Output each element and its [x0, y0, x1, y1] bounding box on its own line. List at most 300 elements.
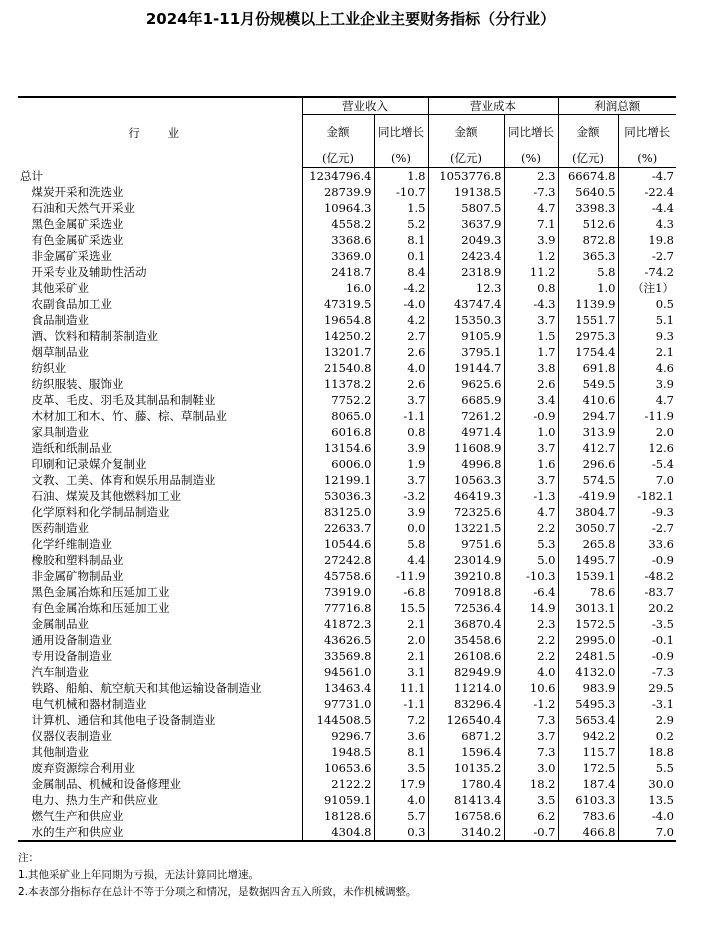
- cost-amount-cell: 23014.9: [428, 552, 504, 568]
- cost-amount-cell: 9105.9: [428, 328, 504, 344]
- profit-yoy-cell: -7.3: [618, 664, 676, 680]
- cost-amount-cell: 4971.4: [428, 424, 504, 440]
- profit-amount-cell: 574.5: [558, 472, 618, 488]
- revenue-amount-cell: 13154.6: [302, 440, 374, 456]
- revenue-amount-cell: 3369.0: [302, 248, 374, 264]
- profit-yoy-cell: 13.5: [618, 792, 676, 808]
- industry-name-cell: 黑色金属矿采选业: [20, 217, 124, 231]
- profit-yoy-cell: -5.4: [618, 456, 676, 472]
- industry-name-cell: 印刷和记录媒介复制业: [20, 457, 147, 471]
- revenue-amount-cell: 27242.8: [302, 552, 374, 568]
- profit-amount-cell: 1572.5: [558, 616, 618, 632]
- cost-amount-cell: 11214.0: [428, 680, 504, 696]
- profit-yoy-cell: 20.2: [618, 600, 676, 616]
- cost-amount-cell: 12.3: [428, 280, 504, 296]
- revenue-yoy-cell: 0.8: [374, 424, 428, 440]
- profit-yoy-cell: -83.7: [618, 584, 676, 600]
- cost-yoy-cell: 3.7: [504, 728, 558, 744]
- cost-amount-cell: 35458.6: [428, 632, 504, 648]
- profit-amount-cell: 172.5: [558, 760, 618, 776]
- table-row: [18, 424, 676, 440]
- cost-yoy-cell: -6.4: [504, 584, 558, 600]
- table-row: [18, 184, 676, 200]
- cost-yoy-cell: -1.3: [504, 488, 558, 504]
- revenue-yoy-cell: 3.7: [374, 472, 428, 488]
- table-row: [18, 392, 676, 408]
- profit-amount-cell: 3013.1: [558, 600, 618, 616]
- cost-yoy-cell: -1.2: [504, 696, 558, 712]
- revenue-amount-unit: (亿元): [302, 149, 374, 168]
- revenue-yoy-cell: 7.2: [374, 712, 428, 728]
- table-row: [18, 216, 676, 232]
- table-row: [18, 168, 676, 185]
- profit-amount-cell: 265.8: [558, 536, 618, 552]
- revenue-amount-cell: 7752.2: [302, 392, 374, 408]
- revenue-amount-cell: 2122.2: [302, 776, 374, 792]
- table-row: [18, 776, 676, 792]
- revenue-amount-cell: 8065.0: [302, 408, 374, 424]
- profit-amount-cell: 983.9: [558, 680, 618, 696]
- revenue-amount-cell: 97731.0: [302, 696, 374, 712]
- profit-amount-cell: 1754.4: [558, 344, 618, 360]
- table-row: [18, 472, 676, 488]
- revenue-yoy-cell: 17.9: [374, 776, 428, 792]
- cost-yoy-cell: 3.8: [504, 360, 558, 376]
- cost-amount-header: 金额: [428, 115, 504, 150]
- notes-section: [18, 850, 688, 901]
- profit-yoy-cell: 0.5: [618, 296, 676, 312]
- revenue-amount-cell: 13201.7: [302, 344, 374, 360]
- profit-yoy-cell: 33.6: [618, 536, 676, 552]
- profit-amount-cell: 66674.8: [558, 168, 618, 185]
- revenue-amount-cell: 6016.8: [302, 424, 374, 440]
- industry-header: 行 业: [18, 97, 302, 168]
- revenue-amount-cell: 45758.6: [302, 568, 374, 584]
- revenue-yoy-cell: 3.7: [374, 392, 428, 408]
- profit-amount-cell: 3050.7: [558, 520, 618, 536]
- revenue-yoy-cell: -10.7: [374, 184, 428, 200]
- industry-name-cell: 化学原料和化学制品制造业: [20, 505, 170, 519]
- cost-yoy-cell: -7.3: [504, 184, 558, 200]
- financial-indicators-table: [18, 96, 676, 842]
- profit-group-header: 利润总额: [558, 97, 676, 115]
- revenue-yoy-cell: -4.0: [374, 296, 428, 312]
- profit-amount-cell: 2481.5: [558, 648, 618, 664]
- table-row: [18, 328, 676, 344]
- cost-yoy-cell: 1.0: [504, 424, 558, 440]
- table-row: [18, 440, 676, 456]
- profit-amount-cell: 512.6: [558, 216, 618, 232]
- revenue-yoy-cell: 4.4: [374, 552, 428, 568]
- profit-yoy-cell: -0.9: [618, 552, 676, 568]
- revenue-amount-cell: 4304.8: [302, 824, 374, 841]
- table-row: [18, 456, 676, 472]
- cost-amount-cell: 46419.3: [428, 488, 504, 504]
- profit-amount-cell: 5.8: [558, 264, 618, 280]
- cost-amount-cell: 2423.4: [428, 248, 504, 264]
- revenue-yoy-cell: -1.1: [374, 408, 428, 424]
- revenue-amount-cell: 11378.2: [302, 376, 374, 392]
- profit-amount-cell: 6103.3: [558, 792, 618, 808]
- revenue-yoy-cell: 2.6: [374, 376, 428, 392]
- revenue-amount-cell: 16.0: [302, 280, 374, 296]
- revenue-yoy-cell: 3.9: [374, 504, 428, 520]
- table-row: [18, 408, 676, 424]
- industry-name-cell: 黑色金属冶炼和压延加工业: [20, 585, 170, 599]
- profit-yoy-cell: 4.3: [618, 216, 676, 232]
- cost-amount-cell: 16758.6: [428, 808, 504, 824]
- table-row: [18, 200, 676, 216]
- cost-yoy-cell: 1.7: [504, 344, 558, 360]
- cost-yoy-cell: 2.3: [504, 168, 558, 185]
- revenue-amount-cell: 13463.4: [302, 680, 374, 696]
- revenue-yoy-cell: 3.9: [374, 440, 428, 456]
- profit-yoy-cell: -2.7: [618, 248, 676, 264]
- revenue-yoy-cell: 1.8: [374, 168, 428, 185]
- cost-amount-cell: 13221.5: [428, 520, 504, 536]
- profit-amount-unit: (亿元): [558, 149, 618, 168]
- table-row: [18, 616, 676, 632]
- industry-name-cell: 计算机、通信和其他电子设备制造业: [20, 713, 216, 727]
- industry-name-cell: 文教、工美、体育和娱乐用品制造业: [20, 473, 216, 487]
- industry-name-cell: 有色金属冶炼和压延加工业: [20, 601, 170, 615]
- cost-amount-cell: 19144.7: [428, 360, 504, 376]
- profit-amount-header: 金额: [558, 115, 618, 150]
- revenue-amount-cell: 144508.5: [302, 712, 374, 728]
- cost-yoy-cell: -0.9: [504, 408, 558, 424]
- revenue-yoy-cell: 3.6: [374, 728, 428, 744]
- cost-yoy-cell: 3.4: [504, 392, 558, 408]
- profit-amount-cell: 1539.1: [558, 568, 618, 584]
- cost-yoy-cell: 5.0: [504, 552, 558, 568]
- profit-amount-cell: 313.9: [558, 424, 618, 440]
- profit-yoy-cell: -0.9: [618, 648, 676, 664]
- table-row: [18, 504, 676, 520]
- profit-yoy-cell: -48.2: [618, 568, 676, 584]
- cost-yoy-cell: 3.7: [504, 472, 558, 488]
- profit-yoy-cell: -0.1: [618, 632, 676, 648]
- cost-amount-cell: 82949.9: [428, 664, 504, 680]
- cost-yoy-cell: 3.0: [504, 760, 558, 776]
- revenue-yoy-cell: 11.1: [374, 680, 428, 696]
- profit-amount-cell: 3398.3: [558, 200, 618, 216]
- revenue-yoy-cell: -1.1: [374, 696, 428, 712]
- profit-yoy-cell: -4.7: [618, 168, 676, 185]
- cost-yoy-cell: 2.3: [504, 616, 558, 632]
- page-title: 2024年1-11月份规模以上工业企业主要财务指标（分行业）: [145, 10, 556, 28]
- profit-yoy-cell: 30.0: [618, 776, 676, 792]
- profit-yoy-unit: (%): [618, 149, 676, 168]
- cost-yoy-cell: 3.7: [504, 440, 558, 456]
- cost-amount-cell: 3140.2: [428, 824, 504, 841]
- profit-yoy-cell: 0.2: [618, 728, 676, 744]
- industry-name-cell: 食品制造业: [20, 313, 89, 327]
- industry-name-cell: 医药制造业: [20, 521, 89, 535]
- profit-yoy-cell: -9.3: [618, 504, 676, 520]
- table-row: [18, 648, 676, 664]
- cost-yoy-cell: 1.5: [504, 328, 558, 344]
- profit-yoy-cell: 7.0: [618, 824, 676, 841]
- revenue-yoy-cell: 5.7: [374, 808, 428, 824]
- revenue-amount-cell: 91059.1: [302, 792, 374, 808]
- revenue-amount-cell: 1948.5: [302, 744, 374, 760]
- profit-yoy-cell: 2.9: [618, 712, 676, 728]
- profit-amount-cell: 466.8: [558, 824, 618, 841]
- revenue-amount-cell: 43626.5: [302, 632, 374, 648]
- industry-name-cell: 酒、饮料和精制茶制造业: [20, 329, 158, 343]
- revenue-yoy-cell: 2.6: [374, 344, 428, 360]
- industry-name-cell: 石油和天然气开采业: [20, 201, 135, 215]
- cost-yoy-cell: 2.2: [504, 648, 558, 664]
- revenue-amount-cell: 19654.8: [302, 312, 374, 328]
- table-row: [18, 808, 676, 824]
- profit-amount-cell: 5495.3: [558, 696, 618, 712]
- cost-amount-cell: 72536.4: [428, 600, 504, 616]
- profit-yoy-cell: 5.5: [618, 760, 676, 776]
- table-row: [18, 824, 676, 841]
- revenue-yoy-cell: -3.2: [374, 488, 428, 504]
- note-1: 1.其他采矿业上年同期为亏损，无法计算同比增速。: [18, 869, 260, 881]
- industry-name-cell: 金属制品、机械和设备修理业: [20, 777, 181, 791]
- revenue-yoy-cell: 8.4: [374, 264, 428, 280]
- revenue-amount-cell: 2418.7: [302, 264, 374, 280]
- industry-name-cell: 废弃资源综合利用业: [20, 761, 135, 775]
- revenue-group-header: 营业收入: [302, 97, 428, 115]
- revenue-amount-cell: 77716.8: [302, 600, 374, 616]
- profit-amount-cell: 115.7: [558, 744, 618, 760]
- industry-name-cell: 开采专业及辅助性活动: [20, 265, 147, 279]
- cost-yoy-cell: -4.3: [504, 296, 558, 312]
- industry-name-cell: 纺织业: [20, 361, 66, 375]
- profit-yoy-cell: 9.3: [618, 328, 676, 344]
- profit-amount-cell: 296.6: [558, 456, 618, 472]
- profit-amount-cell: 942.2: [558, 728, 618, 744]
- revenue-amount-cell: 47319.5: [302, 296, 374, 312]
- cost-yoy-cell: 1.6: [504, 456, 558, 472]
- table-row: [18, 632, 676, 648]
- table-row: [18, 760, 676, 776]
- revenue-yoy-cell: 0.1: [374, 248, 428, 264]
- cost-amount-cell: 3795.1: [428, 344, 504, 360]
- table-row: [18, 536, 676, 552]
- cost-amount-cell: 1780.4: [428, 776, 504, 792]
- industry-name-cell: 仪器仪表制造业: [20, 729, 112, 743]
- profit-amount-cell: 2995.0: [558, 632, 618, 648]
- profit-yoy-cell: -3.5: [618, 616, 676, 632]
- profit-amount-cell: 3804.7: [558, 504, 618, 520]
- cost-yoy-cell: 18.2: [504, 776, 558, 792]
- profit-yoy-header: 同比增长: [618, 115, 676, 150]
- revenue-yoy-cell: 5.2: [374, 216, 428, 232]
- cost-amount-cell: 72325.6: [428, 504, 504, 520]
- industry-name-cell: 通用设备制造业: [20, 633, 112, 647]
- table-row: [18, 712, 676, 728]
- profit-yoy-cell: 5.1: [618, 312, 676, 328]
- cost-yoy-cell: 3.9: [504, 232, 558, 248]
- industry-name-cell: 煤炭开采和洗选业: [20, 185, 124, 199]
- cost-amount-cell: 70918.8: [428, 584, 504, 600]
- table-row: [18, 376, 676, 392]
- industry-name-cell: 纺织服装、服饰业: [20, 377, 124, 391]
- revenue-amount-cell: 3368.6: [302, 232, 374, 248]
- profit-amount-cell: 783.6: [558, 808, 618, 824]
- cost-amount-cell: 81413.4: [428, 792, 504, 808]
- cost-amount-cell: 2049.3: [428, 232, 504, 248]
- profit-amount-cell: 2975.3: [558, 328, 618, 344]
- table-row: [18, 728, 676, 744]
- profit-amount-cell: 5640.5: [558, 184, 618, 200]
- revenue-yoy-cell: 0.0: [374, 520, 428, 536]
- cost-amount-cell: 9751.6: [428, 536, 504, 552]
- revenue-yoy-cell: 4.0: [374, 360, 428, 376]
- profit-yoy-cell: -4.0: [618, 808, 676, 824]
- cost-amount-cell: 6871.2: [428, 728, 504, 744]
- industry-name-cell: 其他采矿业: [20, 281, 89, 295]
- industry-name-cell: 汽车制造业: [20, 665, 89, 679]
- revenue-yoy-cell: 3.5: [374, 760, 428, 776]
- cost-amount-cell: 7261.2: [428, 408, 504, 424]
- cost-amount-cell: 5807.5: [428, 200, 504, 216]
- cost-amount-cell: 11608.9: [428, 440, 504, 456]
- profit-yoy-cell: 4.6: [618, 360, 676, 376]
- revenue-amount-cell: 94561.0: [302, 664, 374, 680]
- notes-label: 注：: [18, 852, 39, 864]
- cost-yoy-cell: 7.3: [504, 744, 558, 760]
- profit-yoy-cell: 2.0: [618, 424, 676, 440]
- profit-amount-cell: 412.7: [558, 440, 618, 456]
- cost-yoy-cell: 10.6: [504, 680, 558, 696]
- industry-name-cell: 铁路、船舶、航空航天和其他运输设备制造业: [20, 681, 262, 695]
- industry-name-cell: 有色金属矿采选业: [20, 233, 124, 247]
- profit-amount-cell: 1139.9: [558, 296, 618, 312]
- table-row: [18, 344, 676, 360]
- table-row: [18, 584, 676, 600]
- cost-yoy-cell: 2.6: [504, 376, 558, 392]
- cost-yoy-cell: 1.2: [504, 248, 558, 264]
- table-row: [18, 520, 676, 536]
- revenue-yoy-cell: 1.5: [374, 200, 428, 216]
- revenue-amount-cell: 9296.7: [302, 728, 374, 744]
- cost-yoy-unit: (%): [504, 149, 558, 168]
- table-row: [18, 248, 676, 264]
- table-row: [18, 664, 676, 680]
- revenue-amount-cell: 14250.2: [302, 328, 374, 344]
- cost-amount-cell: 19138.5: [428, 184, 504, 200]
- revenue-amount-cell: 10653.6: [302, 760, 374, 776]
- profit-yoy-cell: -22.4: [618, 184, 676, 200]
- revenue-amount-cell: 10544.6: [302, 536, 374, 552]
- revenue-yoy-cell: 1.9: [374, 456, 428, 472]
- revenue-yoy-cell: -11.9: [374, 568, 428, 584]
- industry-name-cell: 电力、热力生产和供应业: [20, 793, 158, 807]
- industry-name-cell: 燃气生产和供应业: [20, 809, 124, 823]
- cost-amount-cell: 4996.8: [428, 456, 504, 472]
- cost-amount-cell: 126540.4: [428, 712, 504, 728]
- revenue-yoy-unit: (%): [374, 149, 428, 168]
- table-row: [18, 312, 676, 328]
- cost-yoy-cell: 7.3: [504, 712, 558, 728]
- profit-yoy-cell: 3.9: [618, 376, 676, 392]
- profit-amount-cell: 410.6: [558, 392, 618, 408]
- industry-name-cell: 总计: [20, 168, 43, 183]
- industry-name-cell: 橡胶和塑料制品业: [20, 553, 124, 567]
- table-row: [18, 264, 676, 280]
- revenue-amount-cell: 18128.6: [302, 808, 374, 824]
- table-header: [18, 97, 676, 168]
- table-row: [18, 488, 676, 504]
- cost-amount-unit: (亿元): [428, 149, 504, 168]
- profit-yoy-cell: -4.4: [618, 200, 676, 216]
- cost-yoy-cell: 4.0: [504, 664, 558, 680]
- revenue-amount-header: 金额: [302, 115, 374, 150]
- table-row: [18, 296, 676, 312]
- revenue-yoy-cell: 4.2: [374, 312, 428, 328]
- table-row: [18, 568, 676, 584]
- revenue-amount-cell: 53036.3: [302, 488, 374, 504]
- cost-yoy-cell: 2.2: [504, 520, 558, 536]
- industry-name-cell: 电气机械和器材制造业: [20, 697, 147, 711]
- table-row: [18, 232, 676, 248]
- revenue-amount-cell: 33569.8: [302, 648, 374, 664]
- revenue-amount-cell: 1234796.4: [302, 168, 374, 185]
- table-row: [18, 280, 676, 296]
- profit-amount-cell: 1495.7: [558, 552, 618, 568]
- table-row: [18, 696, 676, 712]
- cost-yoy-cell: 0.8: [504, 280, 558, 296]
- cost-yoy-cell: 5.3: [504, 536, 558, 552]
- revenue-yoy-cell: 8.1: [374, 232, 428, 248]
- industry-name-cell: 金属制品业: [20, 617, 89, 631]
- profit-amount-cell: 5653.4: [558, 712, 618, 728]
- revenue-amount-cell: 28739.9: [302, 184, 374, 200]
- profit-yoy-cell: -11.9: [618, 408, 676, 424]
- cost-yoy-cell: 2.2: [504, 632, 558, 648]
- industry-name-cell: 皮革、毛皮、羽毛及其制品和制鞋业: [20, 393, 216, 407]
- profit-amount-cell: 294.7: [558, 408, 618, 424]
- cost-yoy-cell: 6.2: [504, 808, 558, 824]
- revenue-yoy-cell: 8.1: [374, 744, 428, 760]
- revenue-yoy-cell: -6.8: [374, 584, 428, 600]
- industry-name-cell: 木材加工和木、竹、藤、棕、草制品业: [20, 409, 227, 423]
- industry-name-cell: 其他制造业: [20, 745, 89, 759]
- industry-name-cell: 非金属矿采选业: [20, 249, 112, 263]
- profit-amount-cell: 872.8: [558, 232, 618, 248]
- revenue-yoy-cell: -4.2: [374, 280, 428, 296]
- profit-yoy-cell: -3.1: [618, 696, 676, 712]
- revenue-yoy-cell: 2.7: [374, 328, 428, 344]
- table-row: [18, 744, 676, 760]
- profit-yoy-cell: 19.8: [618, 232, 676, 248]
- revenue-yoy-cell: 4.0: [374, 792, 428, 808]
- cost-amount-cell: 10563.3: [428, 472, 504, 488]
- revenue-amount-cell: 6006.0: [302, 456, 374, 472]
- cost-yoy-cell: 3.7: [504, 312, 558, 328]
- revenue-yoy-cell: 3.1: [374, 664, 428, 680]
- revenue-amount-cell: 22633.7: [302, 520, 374, 536]
- cost-amount-cell: 36870.4: [428, 616, 504, 632]
- profit-yoy-cell: 12.6: [618, 440, 676, 456]
- industry-name-cell: 化学纤维制造业: [20, 537, 112, 551]
- industry-name-cell: 造纸和纸制品业: [20, 441, 112, 455]
- profit-yoy-cell: 7.0: [618, 472, 676, 488]
- cost-amount-cell: 6685.9: [428, 392, 504, 408]
- revenue-amount-cell: 21540.8: [302, 360, 374, 376]
- revenue-yoy-cell: 2.1: [374, 616, 428, 632]
- industry-name-cell: 农副食品加工业: [20, 297, 112, 311]
- cost-yoy-cell: 4.7: [504, 200, 558, 216]
- revenue-yoy-cell: 15.5: [374, 600, 428, 616]
- industry-name-cell: 专用设备制造业: [20, 649, 112, 663]
